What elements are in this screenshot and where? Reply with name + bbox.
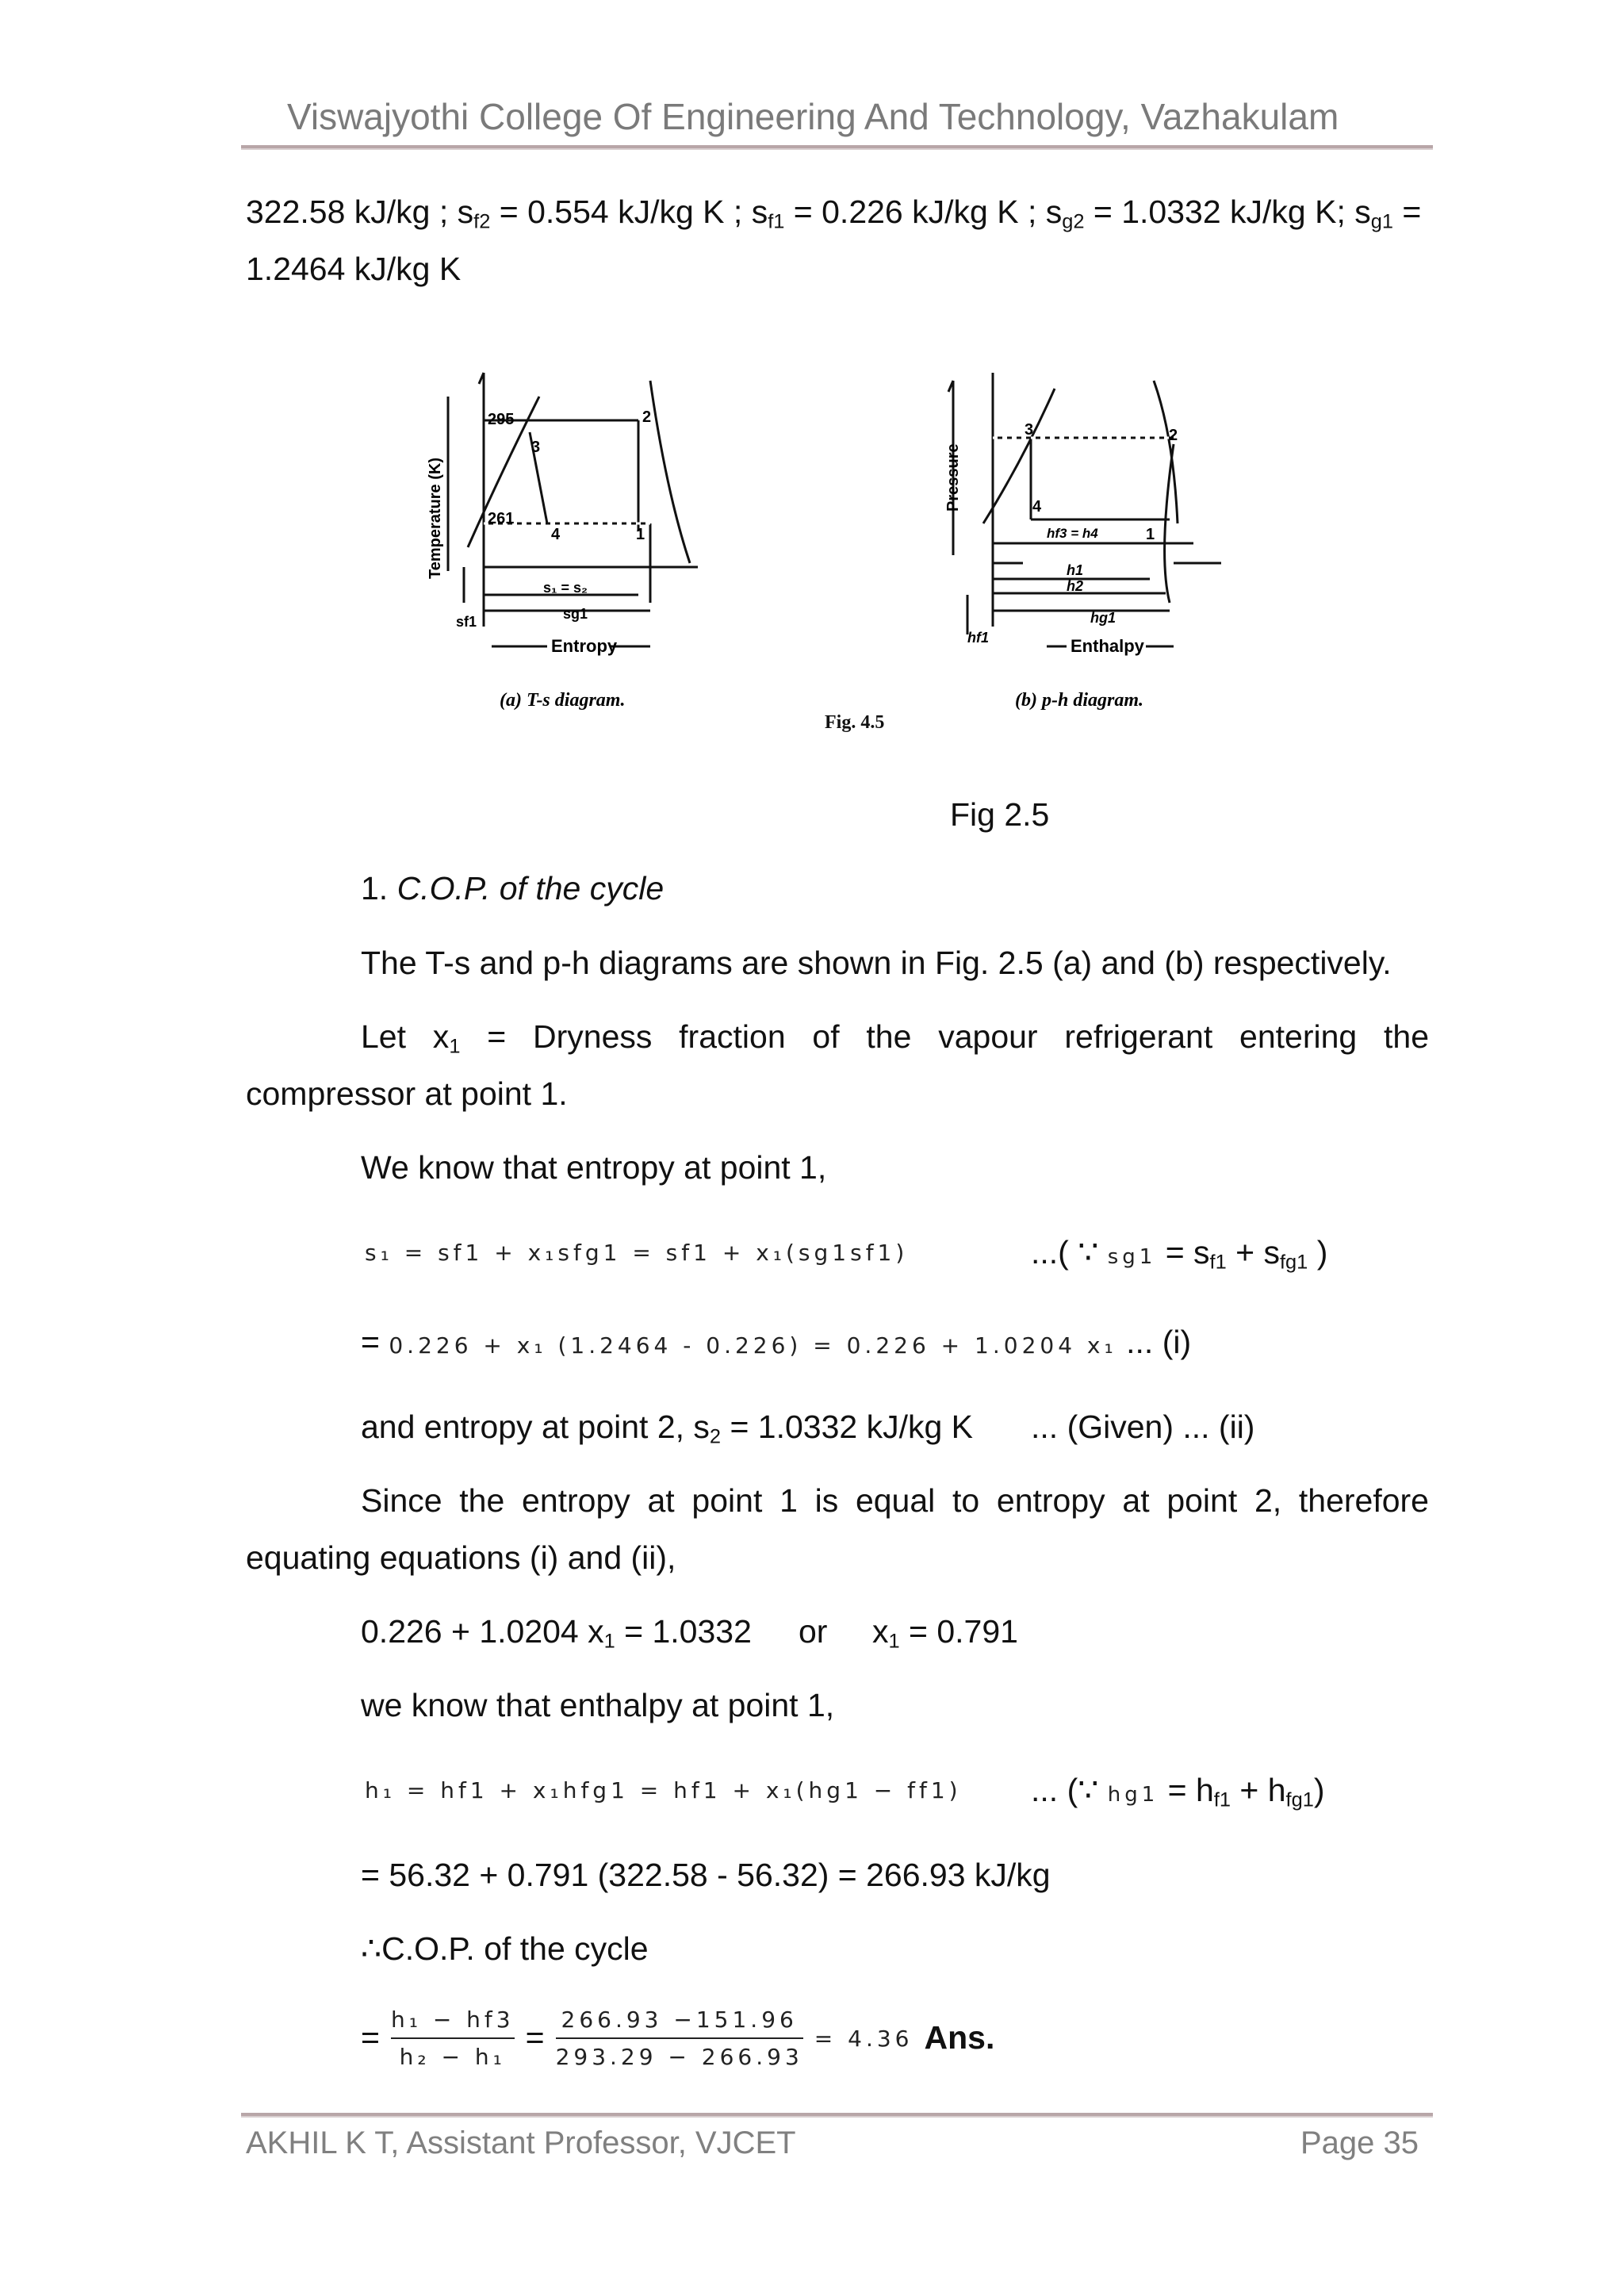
ts-t261: 261 bbox=[488, 510, 515, 527]
paragraph-2-line-2: compressor at point 1. bbox=[246, 1075, 568, 1112]
ts-xlabel: Entropy bbox=[551, 636, 618, 656]
ts-p3: 3 bbox=[531, 439, 541, 456]
sub: f1 bbox=[1209, 1251, 1227, 1274]
paragraph-1: The T-s and p-h diagrams are shown in Fig. 2.5 (a) and (b) respectively. bbox=[361, 945, 1392, 981]
paragraph-6-result bbox=[872, 1612, 1018, 1654]
equation-2 bbox=[361, 1323, 1191, 1362]
fig-label: Fig. 4.5 bbox=[825, 712, 885, 733]
p6-text: = 1.0332 bbox=[615, 1613, 752, 1650]
given-text: = 0.554 kJ/kg K ; s bbox=[490, 194, 768, 230]
figure-caption: Fig 2.5 bbox=[950, 796, 1050, 833]
eq-sign: = bbox=[525, 2019, 545, 2056]
fraction-1-denominator: h₂ − h₁ bbox=[399, 2044, 506, 2070]
page-number: Page 35 bbox=[1300, 2125, 1419, 2160]
ph-p3: 3 bbox=[1025, 421, 1034, 439]
footer-rule bbox=[241, 2113, 1433, 2118]
cond-text: ) bbox=[1308, 1234, 1328, 1271]
ph-h2: h2 bbox=[1067, 578, 1084, 594]
equation-5 bbox=[361, 2007, 994, 2070]
ph-ylabel: Pressure bbox=[944, 443, 962, 512]
paragraph-6-or: or bbox=[799, 1613, 828, 1650]
sub: fg1 bbox=[1279, 1251, 1308, 1274]
paragraph-2-line-1 bbox=[361, 1018, 1429, 1059]
equation-3: h₁ = hf1 + x₁hfg1 = hf1 + x₁(hg1 − ff1) bbox=[365, 1777, 962, 1803]
p6-text: x bbox=[872, 1613, 889, 1650]
ph-p4: 4 bbox=[1032, 498, 1042, 516]
page-header: Viswajyothi College Of Engineering And Technology, Vazhakulam bbox=[287, 96, 1339, 137]
fraction-1 bbox=[391, 2007, 515, 2070]
ts-caption: (a) T-s diagram. bbox=[500, 690, 626, 711]
ts-diagram bbox=[412, 365, 714, 722]
cond-text: hg1 bbox=[1107, 1783, 1159, 1807]
ts-s-eq: s₁ = s₂ bbox=[543, 580, 588, 596]
ph-p2: 2 bbox=[1169, 427, 1178, 444]
equation-4: = 56.32 + 0.791 (322.58 - 56.32) = 266.93 kJ/kg bbox=[361, 1857, 1051, 1893]
p4-text: = 1.0332 kJ/kg K bbox=[721, 1409, 974, 1445]
sub: f1 bbox=[768, 210, 785, 233]
given-line-2: 1.2464 kJ/kg K bbox=[246, 251, 462, 287]
ph-hf1: hf1 bbox=[967, 630, 989, 646]
sub: 1 bbox=[603, 1630, 615, 1653]
paragraph-4-ref: ... (Given) ... (ii) bbox=[1031, 1409, 1255, 1445]
sub: 2 bbox=[709, 1425, 722, 1448]
ph-caption: (b) p-h diagram. bbox=[1015, 690, 1143, 711]
ts-p2: 2 bbox=[642, 408, 652, 426]
paragraph-3: We know that entropy at point 1, bbox=[361, 1149, 827, 1186]
cond-text: + s bbox=[1226, 1234, 1280, 1271]
eq-sign: = bbox=[361, 1324, 380, 1360]
cond-text: ...( ∵ bbox=[1031, 1234, 1099, 1271]
paragraph-5-line-1: Since the entropy at point 1 is equal to entropy at point 2, therefore bbox=[361, 1482, 1429, 1519]
given-text: = 0.226 kJ/kg K ; s bbox=[784, 194, 1063, 230]
ts-p1: 1 bbox=[636, 526, 645, 543]
ph-h1: h1 bbox=[1067, 562, 1084, 578]
ph-hg1: hg1 bbox=[1090, 610, 1116, 626]
sub: g2 bbox=[1062, 210, 1085, 233]
equation-1: s₁ = sf1 + x₁sfg1 = sf1 + x₁(sg1sf1) bbox=[365, 1240, 909, 1266]
cond-text: sg1 bbox=[1107, 1245, 1157, 1269]
fraction-2 bbox=[556, 2007, 803, 2070]
ph-diagram bbox=[936, 365, 1245, 722]
equation-1-condition bbox=[1031, 1233, 1327, 1274]
given-line-1 bbox=[246, 193, 1421, 234]
p6-text: = 0.791 bbox=[899, 1613, 1018, 1650]
header-rule bbox=[241, 145, 1433, 150]
p2-text: Let x bbox=[361, 1018, 450, 1055]
ts-t295: 295 bbox=[488, 411, 515, 428]
ph-xlabel: Enthalpy bbox=[1071, 636, 1144, 656]
ts-ylabel: Temperature (K) bbox=[427, 458, 444, 579]
eq-result: = 4.36 bbox=[814, 2025, 914, 2052]
cond-text: = s bbox=[1156, 1234, 1210, 1271]
ph-hf3: hf3 = h4 bbox=[1047, 526, 1098, 541]
fraction-2-denominator: 293.29 − 266.93 bbox=[555, 2044, 803, 2070]
eq-ref: ... (i) bbox=[1126, 1324, 1192, 1360]
paragraph-4 bbox=[361, 1408, 973, 1449]
fraction-bar bbox=[556, 2037, 803, 2039]
fraction-2-numerator: 266.93 −151.96 bbox=[561, 2007, 798, 2033]
sub: g1 bbox=[1370, 210, 1393, 233]
answer-label: Ans. bbox=[924, 2019, 995, 2056]
p6-text: 0.226 + 1.0204 x bbox=[361, 1613, 604, 1650]
paragraph-7: we know that enthalpy at point 1, bbox=[361, 1687, 835, 1723]
given-text: = bbox=[1393, 194, 1422, 230]
cond-text: = h bbox=[1159, 1772, 1214, 1808]
section-heading bbox=[361, 869, 664, 908]
ts-sg1: sg1 bbox=[563, 606, 588, 622]
sub: 1 bbox=[449, 1035, 461, 1058]
given-text: 322.58 kJ/kg ; s bbox=[246, 194, 474, 230]
footer-author: AKHIL K T, Assistant Professor, VJCET bbox=[246, 2125, 796, 2160]
equation-3-condition bbox=[1031, 1771, 1325, 1812]
sub: fg1 bbox=[1285, 1788, 1314, 1811]
cond-text: ) bbox=[1313, 1772, 1325, 1808]
sub: f1 bbox=[1213, 1788, 1231, 1811]
cond-text: ... (∵ bbox=[1031, 1772, 1099, 1808]
ts-sf1: sf1 bbox=[456, 614, 477, 630]
eq-sign: = bbox=[361, 2019, 380, 2056]
ts-p4: 4 bbox=[551, 526, 561, 543]
paragraph-6 bbox=[361, 1612, 752, 1654]
section-title: C.O.P. of the cycle bbox=[396, 870, 665, 907]
paragraph-5-line-2: equating equations (i) and (ii), bbox=[246, 1539, 676, 1576]
fraction-1-numerator: h₁ − hf3 bbox=[390, 2007, 515, 2033]
paragraph-8: ∴C.O.P. of the cycle bbox=[361, 1930, 649, 1967]
cond-text: + h bbox=[1230, 1772, 1286, 1808]
sub: f2 bbox=[473, 210, 491, 233]
p2-text: = Dryness fraction of the vapour refrigerant entering the bbox=[460, 1018, 1430, 1055]
eq-body: 0.226 + x₁ (1.2464 - 0.226) = 0.226 + 1.0204 x₁ bbox=[389, 1332, 1117, 1359]
sub: 1 bbox=[888, 1630, 900, 1653]
section-number: 1. bbox=[361, 870, 389, 907]
fraction-bar bbox=[391, 2037, 515, 2039]
p4-text: and entropy at point 2, s bbox=[361, 1409, 710, 1445]
given-text: = 1.0332 kJ/kg K; s bbox=[1084, 194, 1371, 230]
ph-p1: 1 bbox=[1146, 526, 1155, 543]
